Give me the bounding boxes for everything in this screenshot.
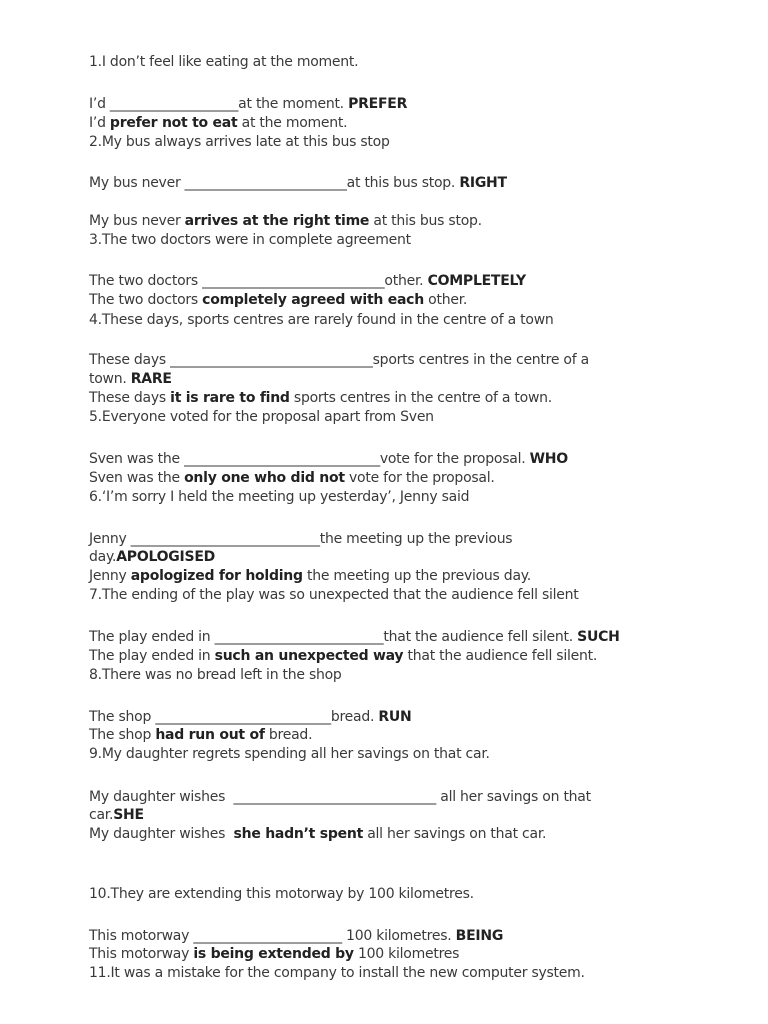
question-2: 2.My bus always arrives late at this bus stop xyxy=(89,134,390,150)
prompt-9-cont: car.SHE xyxy=(89,807,144,823)
answer-9: My daughter wishes she hadn’t spent all her savings on that car. xyxy=(89,826,547,842)
question-1: 1.I don’t feel like eating at the moment. xyxy=(89,54,359,70)
keyword: RARE xyxy=(130,371,172,387)
keyword: SHE xyxy=(113,807,144,823)
keyword: APOLOGISED xyxy=(116,549,216,565)
answer-10: This motorway is being extended by 100 kilometres xyxy=(89,946,460,962)
answer-blank: ______________________ xyxy=(193,928,342,944)
keyword: SUCH xyxy=(577,629,620,645)
prompt-6: Jenny ____________________________the meeting up the previous xyxy=(89,531,513,547)
answer-blank: ___________________ xyxy=(109,96,239,112)
question-11: 11.It was a mistake for the company to install the new computer system. xyxy=(89,965,585,981)
answer-blank: ____________________________ xyxy=(130,531,320,547)
keyword: RUN xyxy=(378,709,412,725)
keyword: PREFER xyxy=(348,96,408,112)
answer-key: had run out of xyxy=(155,727,265,743)
answer-key: only one who did not xyxy=(184,470,345,486)
answer-blank: __________________________ xyxy=(155,709,331,725)
answer-blank: _________________________ xyxy=(214,629,384,645)
prompt-4: These days ______________________________sports centres in the centre of a xyxy=(89,352,589,368)
answer-blank: _____________________________ xyxy=(184,451,380,467)
answer-key: arrives at the right time xyxy=(184,213,370,229)
keyword: BEING xyxy=(455,928,504,944)
prompt-2: My bus never ________________________at this bus stop. RIGHT xyxy=(89,175,507,191)
answer-key: such an unexpected way xyxy=(214,648,404,664)
answer-blank: ___________________________ xyxy=(202,273,385,289)
question-8: 8.There was no bread left in the shop xyxy=(89,667,342,683)
answer-key: she hadn’t spent xyxy=(233,826,364,842)
answer-key: prefer not to eat xyxy=(109,115,238,131)
question-5: 5.Everyone voted for the proposal apart from Sven xyxy=(89,409,434,425)
prompt-8: The shop __________________________bread. RUN xyxy=(89,709,412,725)
answer-blank: ______________________________ xyxy=(170,352,373,368)
question-10: 10.They are extending this motorway by 100 kilometres. xyxy=(89,886,474,902)
question-3: 3.The two doctors were in complete agreement xyxy=(89,232,411,248)
answer-4: These days it is rare to find sports centres in the centre of a town. xyxy=(89,390,552,406)
question-9: 9.My daughter regrets spending all her savings on that car. xyxy=(89,746,490,762)
keyword: COMPLETELY xyxy=(427,273,526,289)
answer-3: The two doctors completely agreed with each other. xyxy=(89,292,468,308)
question-4: 4.These days, sports centres are rarely found in the centre of a town xyxy=(89,312,554,328)
prompt-7: The play ended in _________________________that the audience fell silent. SUCH xyxy=(89,629,620,645)
answer-blank: ________________________ xyxy=(184,175,347,191)
question-7: 7.The ending of the play was so unexpected that the audience fell silent xyxy=(89,587,579,603)
keyword: WHO xyxy=(529,451,568,467)
keyword: RIGHT xyxy=(459,175,507,191)
answer-key: is being extended by xyxy=(193,946,354,962)
question-6: 6.‘I’m sorry I held the meeting up yesterday’, Jenny said xyxy=(89,489,470,505)
answer-key: it is rare to find xyxy=(170,390,290,406)
answer-7: The play ended in such an unexpected way that the audience fell silent. xyxy=(89,648,598,664)
prompt-6-cont: day.APOLOGISED xyxy=(89,549,216,565)
answer-key: completely agreed with each xyxy=(202,292,424,308)
prompt-5: Sven was the _____________________________vote for the proposal. WHO xyxy=(89,451,568,467)
answer-8: The shop had run out of bread. xyxy=(89,727,313,743)
answer-6: Jenny apologized for holding the meeting up the previous day. xyxy=(89,568,532,584)
prompt-10: This motorway ______________________ 100 kilometres. BEING xyxy=(89,928,504,944)
answer-key: apologized for holding xyxy=(130,568,303,584)
answer-1: I’d prefer not to eat at the moment. xyxy=(89,115,348,131)
answer-5: Sven was the only one who did not vote for the proposal. xyxy=(89,470,495,486)
prompt-3: The two doctors ___________________________other. COMPLETELY xyxy=(89,273,526,289)
prompt-4-cont: town. RARE xyxy=(89,371,172,387)
answer-2: My bus never arrives at the right time at this bus stop. xyxy=(89,213,482,229)
prompt-1: I’d ___________________at the moment. PREFER xyxy=(89,96,408,112)
prompt-9: My daughter wishes ______________________________ all her savings on that xyxy=(89,789,591,805)
answer-blank: ______________________________ xyxy=(233,789,437,805)
